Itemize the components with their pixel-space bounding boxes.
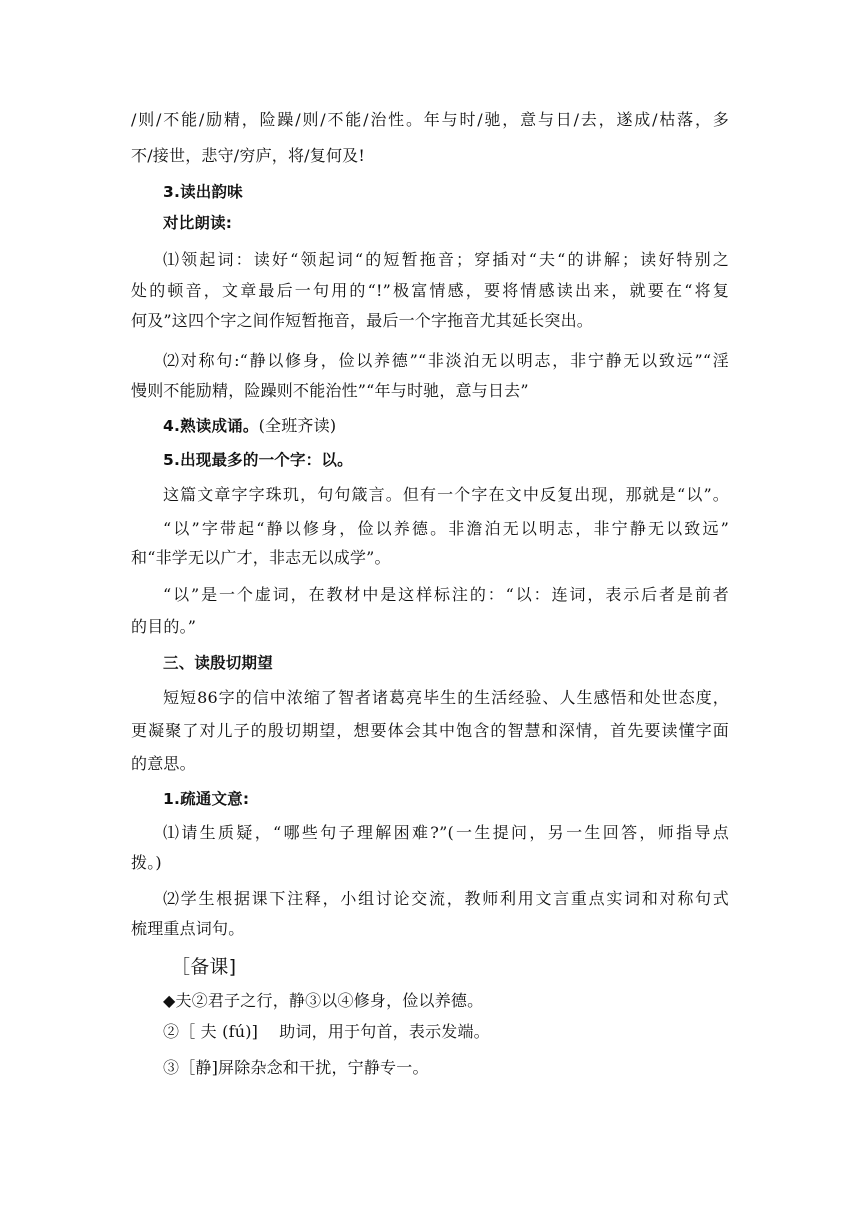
prep-line: ②［ 夫 (fú)] 助词，用于句首，表示发端。 [163,1022,490,1041]
subheading: 对比朗读: [163,214,233,232]
section-heading: 3.读出韵味 [163,183,243,201]
heading-note: (全班齐读) [258,416,337,435]
section-heading: 5.出现最多的一个字：以。 [163,451,353,469]
text-line: 短短86字的信中浓缩了智者诸葛亮毕生的生活经验、人生感悟和处世态度， [163,688,729,707]
text-line: ⑴领起词：读好“领起词“的短暂拖音；穿插对“夫“的讲解；读好特别之 [163,250,729,269]
section-heading: 三、读殷切期望 [163,654,273,672]
text-line: “以”是一个虚词，在教材中是这样标注的：“以：连词，表示后者是前者 [163,585,729,604]
text-line: 不/接世，悲守/穷庐，将/复何及! [131,146,366,165]
text-line: 何及”这四个字之间作短暂拖音，最后一个字拖音尤其延长突出。 [131,311,593,330]
text-line: 慢则不能励精，险躁则不能治性”“年与时驰，意与日去” [131,381,529,400]
section-heading: 1.疏通文意: [163,790,250,808]
text-line: ⑵学生根据课下注释，小组讨论交流，教师利用文言重点实词和对称句式 [163,889,729,908]
prep-line: ③［静]屏除杂念和干扰，宁静专一。 [163,1058,429,1077]
text-line: 的意思。 [131,754,196,773]
prep-heading: ［备课] [171,956,237,978]
text-line: 更凝聚了对儿子的殷切期望，想要体会其中饱含的智慧和深情，首先要读懂字面 [131,721,729,740]
heading-text: 4.熟读成诵。 [163,417,259,435]
text-line: /则/不能/励精，险躁/则/不能/治性。年与时/驰，意与日/去，遂成/枯落，多 [131,110,729,129]
text-line: “以”字带起“静以修身，俭以养德。非澹泊无以明志，非宁静无以致远” [163,519,729,538]
text-line: 和“非学无以广才，非志无以成学”。 [131,548,391,567]
text-line: ⑴请生质疑，“哪些句子理解困难?”(一生提问，另一生回答，师指导点 [163,823,729,842]
text-line: ⑵对称句:“静以修身，俭以养德”“非淡泊无以明志，非宁静无以致远”“淫 [163,351,729,370]
text-line: 处的顿音，文章最后一句用的“!”极富情感，要将情感读出来，就要在“将复 [131,281,729,300]
prep-line: ◆夫②君子之行，静③以④修身，俭以养德。 [163,991,484,1010]
text-line: 拨。) [131,853,162,872]
section-heading [163,416,336,436]
text-line: 这篇文章字字珠玑，句句箴言。但有一个字在文中反复出现，那就是“以”。 [163,485,729,504]
text-line: 的目的。” [131,617,197,636]
text-line: 梳理重点词句。 [131,919,245,938]
